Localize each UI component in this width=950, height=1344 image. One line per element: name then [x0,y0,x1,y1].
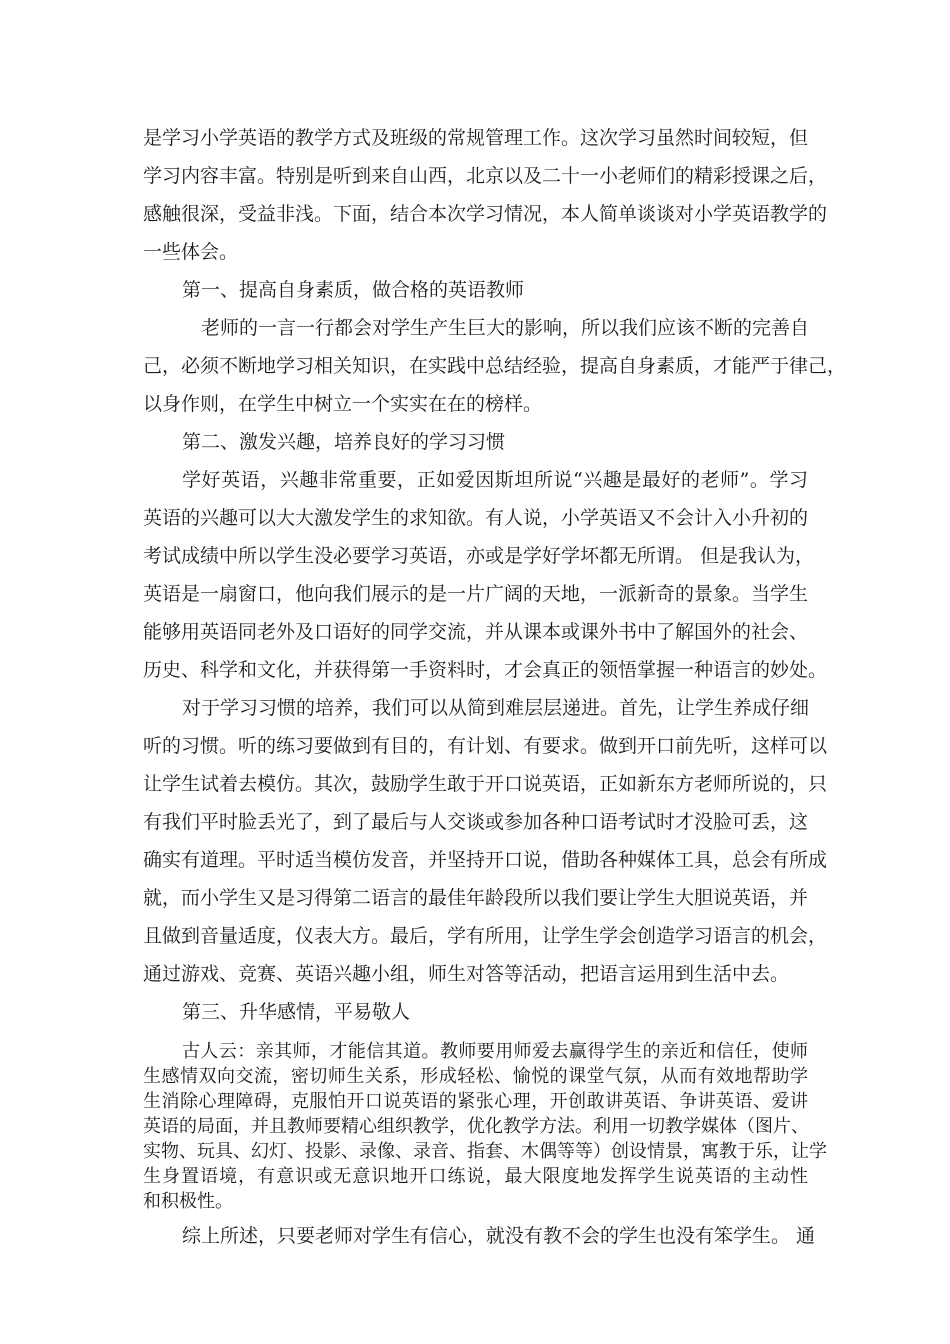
intro-line-1: 是学习小学英语的教学方式及班级的常规管理工作。这次学习虽然时间较短，但 [143,127,809,149]
section-2-p1-line-5: 能够用英语同老外及口语好的同学交流，并从课本或课外书中了解国外的社会、 [143,621,809,643]
intro-line-3: 感触很深，受益非浅。下面，结合本次学习情况，本人简单谈谈对小学英语教学的 [143,203,828,225]
section-2-p1-line-1: 学好英语，兴趣非常重要，正如爱因斯坦所说“兴趣是最好的老师”。学习 [182,469,808,491]
section-1-line-1: 老师的一言一行都会对学生产生巨大的影响，所以我们应该不断的完善自 [201,317,810,339]
section-3-line-5: 实物、玩具、幻灯、投影、录像、录音、指套、木偶等等）创设情景，寓教于乐，让学 [143,1141,827,1162]
intro-line-4: 一些体会。 [143,241,239,263]
section-2-p2-line-2: 听的习惯。听的练习要做到有目的，有计划、有要求。做到开口前先听，这样可以 [143,735,828,757]
section-3-line-1: 古人云：亲其师，才能信其道。教师要用师爱去赢得学生的亲近和信任，使师 [182,1041,808,1062]
section-2-p2-line-3: 让学生试着去模仿。其次，鼓励学生敢于开口说英语，正如新东方老师所说的，只 [143,773,828,795]
conclusion-line-1: 综上所述，只要老师对学生有信心，就没有教不会的学生也没有笨学生。 通 [182,1225,816,1247]
section-3-line-6: 生身置语境，有意识或无意识地开口练说，最大限度地发挥学生说英语的主动性 [143,1166,808,1187]
section-2-p2-line-1: 对于学习习惯的培养，我们可以从简到难层层递进。首先，让学生养成仔细 [182,697,810,719]
section-2-p2-line-7: 且做到音量适度，仪表大方。最后，学有所用，让学生学会创造学习语言的机会， [143,925,828,947]
section-3-heading: 第三、升华感情，平易敬人 [182,1001,411,1023]
section-2-p2-line-8: 通过游戏、竞赛、英语兴趣小组，师生对答等活动，把语言运用到生活中去。 [143,963,790,985]
section-2-p2-line-6: 就，而小学生又是习得第二语言的最佳年龄段所以我们要让学生大胆说英语，并 [143,887,809,909]
section-2-p1-line-3: 考试成绩中所以学生没必要学习英语，亦或是学好学坏都无所谓。 但是我认为， [143,545,815,567]
section-1-line-2: 己，必须不断地学习相关知识，在实践中总结经验，提高自身素质，才能严于律己， [143,355,847,377]
section-2-p2-line-5: 确实有道理。平时适当模仿发音，并坚持开口说，借助各种媒体工具，总会有所成 [143,849,828,871]
section-2-p1-line-2: 英语的兴趣可以大大激发学生的求知欲。有人说，小学英语又不会计入小升初的 [143,507,809,529]
section-1-line-3: 以身作则，在学生中树立一个实实在在的榜样。 [143,393,543,415]
section-1-heading: 第一、提高自身素质，做合格的英语教师 [182,279,525,301]
section-2-heading: 第二、激发兴趣，培养良好的学习习惯 [182,431,506,453]
section-3-line-7: 和积极性。 [143,1191,233,1212]
section-2-p1-line-6: 历史、科学和文化，并获得第一手资料时，才会真正的领悟掌握一种语言的妙处。 [143,659,828,681]
section-3-line-2: 生感情双向交流，密切师生关系，形成轻松、愉悦的课堂气氛，从而有效地帮助学 [143,1066,808,1087]
section-3-line-4: 英语的局面，并且教师要精心组织教学，优化教学方法。利用一切教学媒体（图片、 [143,1116,809,1137]
section-3-line-3: 生消除心理障碍，克服怕开口说英语的紧张心理，开创敢讲英语、争讲英语、爱讲 [143,1091,808,1112]
intro-line-2: 学习内容丰富。特别是听到来自山西，北京以及二十一小老师们的精彩授课之后， [143,165,828,187]
section-2-p1-line-4: 英语是一扇窗口，他向我们展示的是一片广阔的天地，一派新奇的景象。当学生 [143,583,809,605]
section-2-p2-line-4: 有我们平时脸丢光了，到了最后与人交谈或参加各种口语考试时才没脸可丢，这 [143,811,809,833]
